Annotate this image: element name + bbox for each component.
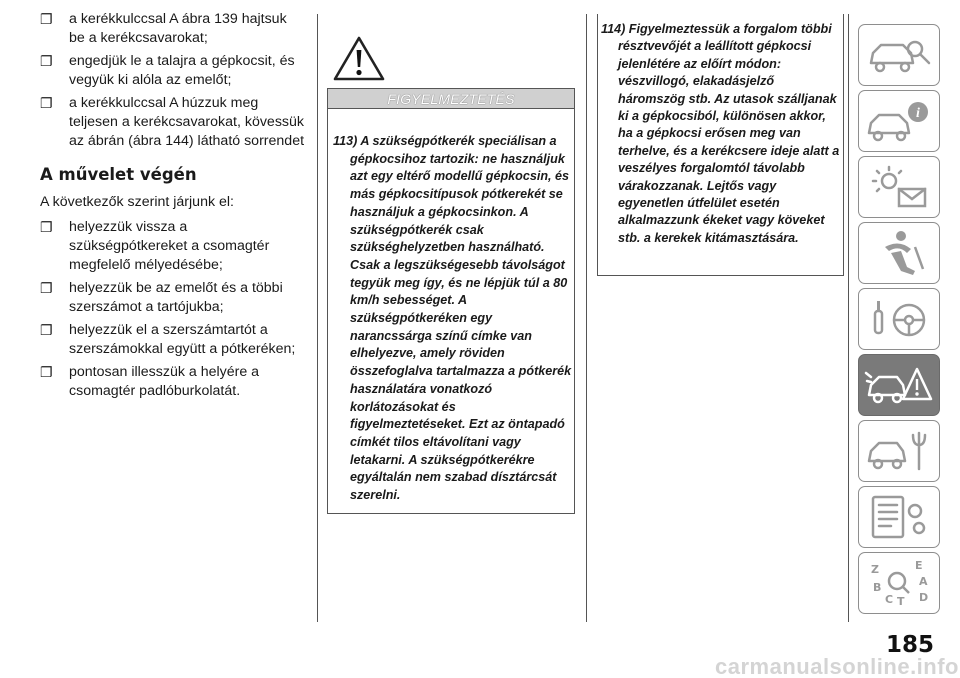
instruction-list-top <box>40 10 306 151</box>
column-divider <box>586 14 587 622</box>
page-number: 185 <box>885 632 934 658</box>
warning-item-number: 113) <box>333 134 358 148</box>
chapter-tab-car-search[interactable] <box>858 24 940 86</box>
list-item-text: helyezzük el a szerszámtartót a szerszámokkal együtt a pótkeréken; <box>69 322 296 357</box>
list-item <box>40 279 306 317</box>
list-item-text: a kerékkulccsal A húzzuk meg teljesen a kerékcsavarokat, kövessük az ábrán (ábra 144) látható sorrendet <box>69 95 305 149</box>
warning-item-text: A szükségpótkerék speciálisan a gépkocsihoz tartozik: ne használjuk azt egy eltérő modellű gépkocsin, és más gépkocsitípusok pótkerekét se használjuk a gépkocsinkon. A szükségpótkerék csak szükséghelyzetben használható. Csak a legszükségesebb távolságot tegyük meg így, és ne lépjük túl a 80 km/h sebességet. A szükségpótkeréken egy narancssárga színű címke van elhelyezve, amely röviden összefoglalva tartalmazza a pótkerék használatára vonatkozó korlátozásokat és figyelmeztetéseket. Ezt az öntapadó címkét tilos eltávolítani vagy letakarni. A szükségpótkerékre egyáltalán nem szabad dísztárcsát szerelni. <box>350 134 572 503</box>
chapter-tab-warning-lights[interactable] <box>858 156 940 218</box>
list-item-text: helyezzük vissza a szükségpótkereket a csomagtér megfelelő mélyedésébe; <box>69 219 270 273</box>
warning-box <box>327 88 575 514</box>
column-divider <box>317 14 318 622</box>
warning-lights-icon <box>863 161 935 213</box>
index-letter: A <box>919 575 928 588</box>
checkbox-bullet-icon: ❐ <box>40 219 53 235</box>
list-item <box>40 363 306 401</box>
warning-item-number: 114) <box>601 22 626 36</box>
chapter-tab-safety[interactable] <box>858 222 940 284</box>
warning-continued-box <box>597 14 844 276</box>
checkbox-bullet-icon: ❐ <box>40 53 53 69</box>
instruction-list-bottom <box>40 218 306 401</box>
checkbox-bullet-icon: ❐ <box>40 364 53 380</box>
chapter-tab-index[interactable] <box>858 552 940 614</box>
car-search-icon <box>863 29 935 81</box>
column-divider <box>848 14 849 622</box>
airbag-seat-icon <box>863 227 935 279</box>
list-item <box>40 10 306 48</box>
list-item-text: a kerékkulccsal A ábra 139 hajtsuk be a kerékcsavarokat; <box>69 11 287 46</box>
chapter-tab-emergency[interactable] <box>858 354 940 416</box>
alphabetical-index-icon <box>863 557 935 609</box>
list-item-text: engedjük le a talajra a gépkocsit, és vegyük ki alóla az emelőt; <box>69 53 295 88</box>
warning-item-text: Figyelmeztessük a forgalom többi résztvevőjét a leállított gépkocsi jelenlétére az előírt módon: vészvillogó, elakadásjelző háromszög stb. Az utasok szálljanak ki a gépkocsiból, különösen akkor, ha a gépkocsi erősen meg van terhelve, és a kerékcsere ideje alatt a veszélyes forgalomtól távolabb várakozzanak. Lejtős vagy egyenetlen útfelület esetén alkalmazzunk ékeket vagy köveket stb. a kerekek kitámasztására. <box>618 22 840 245</box>
warning-text <box>333 133 573 505</box>
index-letter: E <box>915 559 923 572</box>
index-letter: B <box>873 581 882 594</box>
specifications-icon <box>863 491 935 543</box>
checkbox-bullet-icon: ❐ <box>40 11 53 27</box>
left-text-column <box>40 10 306 405</box>
chapter-tab-starting-driving[interactable] <box>858 288 940 350</box>
chapter-tab-maintenance[interactable] <box>858 420 940 482</box>
section-intro: A következők szerint járjunk el: <box>40 194 234 210</box>
chapter-tab-specifications[interactable] <box>858 486 940 548</box>
index-letter: Z <box>871 563 879 576</box>
checkbox-bullet-icon: ❐ <box>40 280 53 296</box>
list-item <box>40 218 306 275</box>
list-item-text: pontosan illesszük a helyére a csomagtér padlóburkolatát. <box>69 364 260 399</box>
car-info-icon <box>863 95 935 147</box>
svg-text:i: i <box>916 106 920 121</box>
car-breakdown-icon <box>863 359 935 411</box>
section-heading: A művelet végén <box>40 165 197 184</box>
key-steering-wheel-icon <box>863 293 935 345</box>
index-letter: D <box>919 591 929 604</box>
checkbox-bullet-icon: ❐ <box>40 95 53 111</box>
list-item <box>40 321 306 359</box>
car-maintenance-icon <box>863 425 935 477</box>
chapter-sidebar[interactable] <box>858 24 940 618</box>
index-letter: T <box>897 595 905 608</box>
warning-triangle-icon <box>333 35 385 81</box>
index-letter: C <box>885 593 894 606</box>
warning-header: FIGYELMEZTETÉS <box>328 89 574 109</box>
warning-item <box>333 133 573 505</box>
checkbox-bullet-icon: ❐ <box>40 322 53 338</box>
list-item <box>40 52 306 90</box>
list-item <box>40 94 306 151</box>
warning-item-114 <box>601 21 843 247</box>
list-item-text: helyezzük be az emelőt és a többi szerszámot a tartójukba; <box>69 280 283 315</box>
watermark: carmanualsonline.info <box>715 654 959 678</box>
chapter-tab-car-info[interactable] <box>858 90 940 152</box>
